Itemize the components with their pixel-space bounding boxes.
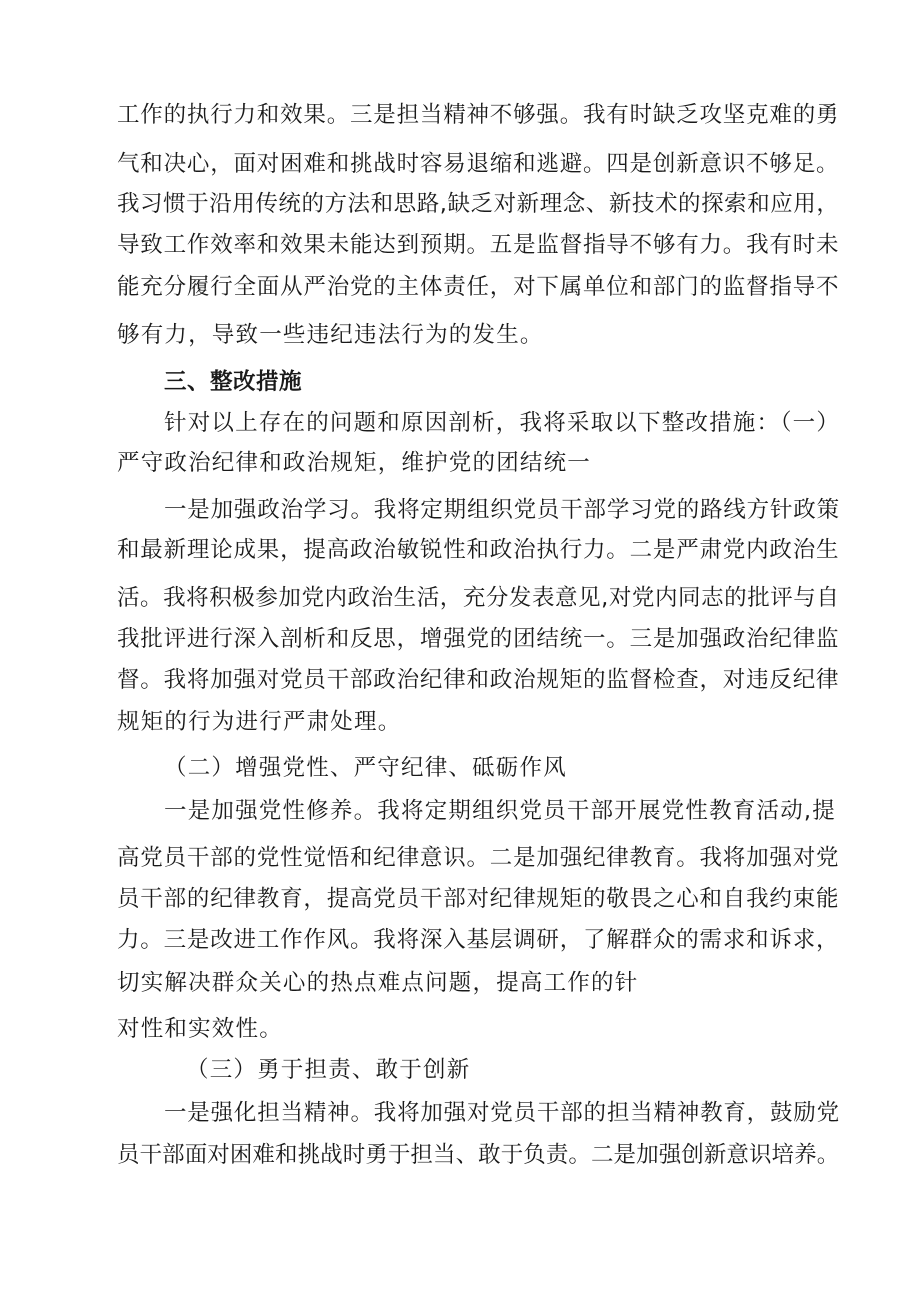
body-text-line: 和最新理论成果，提高政治敏锐性和政治执行力。二是严肃党内政治生 [117,537,840,563]
body-text-line: 对性和实效性。 [117,1016,283,1042]
body-text-line: 员干部的纪律教育，提高党员干部对纪律规矩的敬畏之心和自我约束能 [117,886,840,912]
body-text-line: 规矩的行为进行严肃处理。 [117,709,402,735]
body-text-line: 针对以上存在的问题和原因剖析，我将采取以下整改措施：（一） [164,410,841,436]
body-text-line: 工作的执行力和效果。三是担当精神不够强。我有时缺乏攻坚克难的勇 [117,102,840,128]
subsection-heading: （三）勇于担责、敢于创新 [186,1057,471,1083]
body-text-line: 能充分履行全面从严治党的主体责任，对下属单位和部门的监督指导不 [117,274,840,300]
body-text-line: 高党员干部的党性觉悟和纪律意识。二是加强纪律教育。我将加强对党 [117,845,840,871]
body-text-line: 导致工作效率和效果未能达到预期。五是监督指导不够有力。我有时未 [117,232,840,258]
body-text-line: 督。我将加强对党员干部政治纪律和政治规矩的监督检查，对违反纪律 [117,667,840,693]
subsection-heading: （二）增强党性、严守纪律、砥砺作风 [164,755,567,781]
body-text-line: 员干部面对困难和挑战时勇于担当、敢于负责。二是加强创新意识培养。 [117,1142,840,1168]
body-text-line: 气和决心，面对困难和挑战时容易退缩和逃避。四是创新意识不够足。 [117,151,840,177]
body-text-line: 切实解决群众关心的热点难点问题，提高工作的针 [117,970,639,996]
body-text-line: 严守政治纪律和政治规矩，维护党的团结统一 [117,450,592,476]
body-text-line: 一是强化担当精神。我将加强对党员干部的担当精神教育，鼓励党 [164,1100,840,1126]
body-text-line: 力。三是改进工作作风。我将深入基层调研，了解群众的需求和诉求， [117,927,840,953]
body-text-line: 活。我将积极参加党内政治生活，充分发表意见,对党内同志的批评与自 [117,585,840,611]
body-text-line: 够有力，导致一些违纪违法行为的发生。 [117,322,544,348]
body-text-line: 我批评进行深入剖析和反思，增强党的团结统一。三是加强政治纪律监 [117,626,840,652]
body-text-line: 一是加强政治学习。我将定期组织党员干部学习党的路线方针政策 [164,497,840,523]
section-heading: 三、整改措施 [164,369,303,395]
body-text-line: 一是加强党性修养。我将定期组织党员干部开展党性教育活动,提 [164,798,836,824]
body-text-line: 我习惯于沿用传统的方法和思路,缺乏对新理念、新技术的探索和应用， [117,191,840,217]
